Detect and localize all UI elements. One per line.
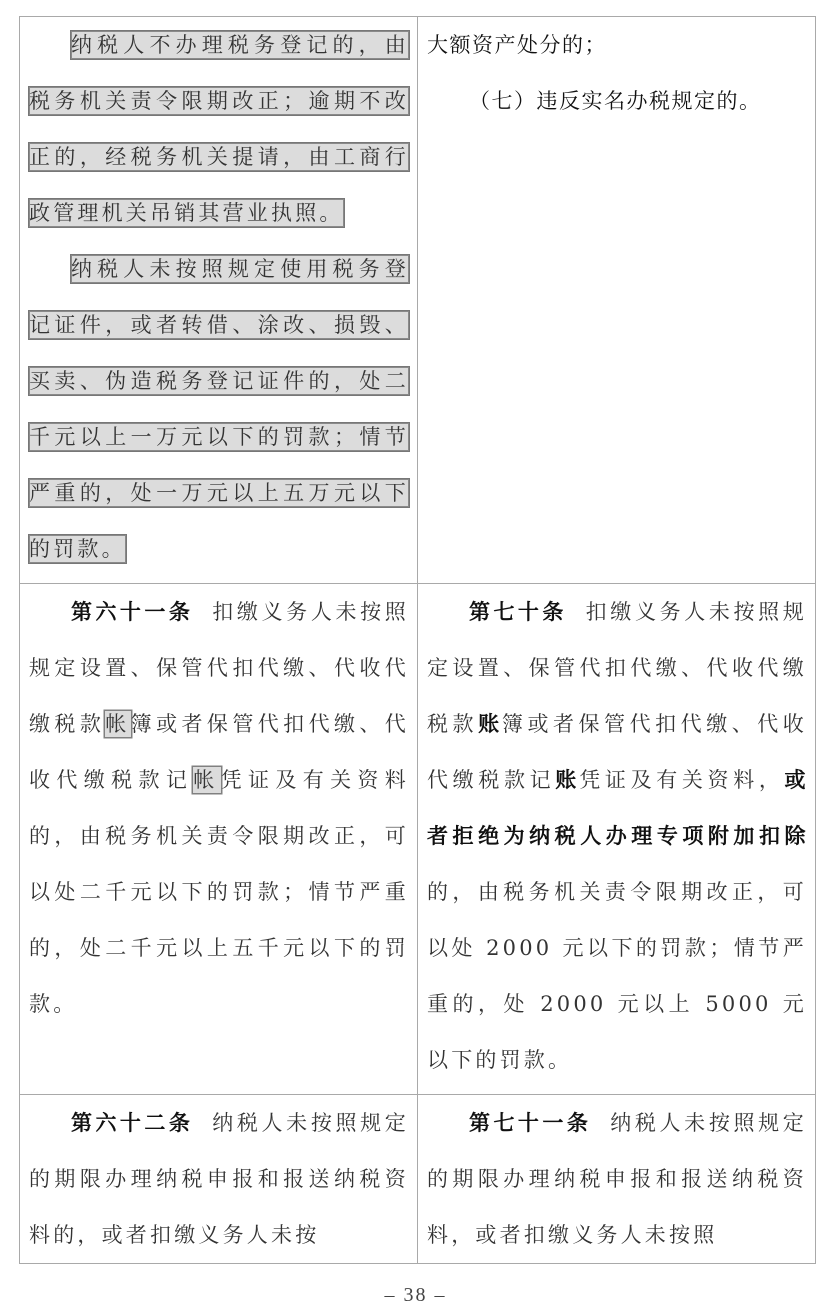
page-number: – 38 – xyxy=(384,1284,447,1306)
new-law-paragraph xyxy=(427,584,807,1088)
old-law-paragraph xyxy=(29,17,409,241)
added-char-bold: 账 xyxy=(555,768,580,792)
deleted-text-highlight: 纳税人不办理税务登记的，由税务机关责令限期改正；逾期不改正的，经税务机关提请，由工商行政管理机关吊销其营业执照。 xyxy=(29,33,409,225)
deleted-char-highlight: 帐 xyxy=(105,712,131,736)
new-law-paragraph: 大额资产处分的； xyxy=(427,33,607,57)
article-text: 簿或者保管代扣代缴、代收代缴税款记 xyxy=(29,712,410,792)
table-row xyxy=(20,584,816,1095)
article-text: 的，由税务机关责令限期改正，可以处 2000 元以下的罚款；情节严重的，处 2000 元以上 5000 元以下的罚款。 xyxy=(427,880,807,1072)
law-comparison-table xyxy=(19,16,816,1264)
old-law-cell xyxy=(20,17,418,584)
new-law-paragraph: （七）违反实名办税规定的。 xyxy=(469,89,762,113)
table-row xyxy=(20,1095,816,1264)
new-law-cell xyxy=(418,1095,816,1264)
article-text: 凭证及有关资料的，由税务机关责令限期改正，可以处二千元以下的罚款；情节严重的，处二千元以上五千元以下的罚款。 xyxy=(29,768,410,1016)
old-law-paragraph xyxy=(29,241,409,577)
article-number: 第七十一条 xyxy=(469,1111,592,1135)
old-law-paragraph xyxy=(29,584,409,1032)
deleted-char-highlight: 帐 xyxy=(193,768,221,792)
article-text: 簿或者保管代扣代缴、代收代缴税款记 xyxy=(427,712,808,792)
article-text: ， xyxy=(758,768,785,792)
added-char-bold: 账 xyxy=(478,712,502,736)
new-law-cell xyxy=(418,17,816,584)
article-number: 第七十条 xyxy=(469,600,567,624)
added-text-bold: 或者拒绝为纳税人办理专项附加扣除 xyxy=(427,768,808,848)
new-law-paragraph xyxy=(427,1095,807,1263)
table-row xyxy=(20,17,816,584)
new-law-cell xyxy=(418,584,816,1095)
article-text: 扣缴义务人未按照规定设置、保管代扣代缴、代收代缴税款 xyxy=(29,600,409,736)
article-number: 第六十二条 xyxy=(71,1111,194,1135)
deleted-text-highlight: 纳税人未按照规定使用税务登记证件，或者转借、涂改、损毁、买卖、伪造税务登记证件的，处二千元以上一万元以下的罚款；情节严重的，处一万元以上五万元以下的罚款。 xyxy=(29,257,409,561)
article-text: 凭证及有关资料 xyxy=(579,768,759,792)
article-text: 纳税人未按照规定的期限办理纳税申报和报送纳税资料的，或者扣缴义务人未按 xyxy=(29,1111,409,1247)
article-text: 纳税人未按照规定的期限办理纳税申报和报送纳税资料，或者扣缴义务人未按照 xyxy=(427,1111,807,1247)
article-number: 第六十一条 xyxy=(71,600,194,624)
article-text: 扣缴义务人未按照规定设置、保管代扣代缴、代收代缴税款 xyxy=(427,600,807,736)
old-law-cell xyxy=(20,584,418,1095)
old-law-paragraph xyxy=(29,1095,409,1263)
old-law-cell xyxy=(20,1095,418,1264)
